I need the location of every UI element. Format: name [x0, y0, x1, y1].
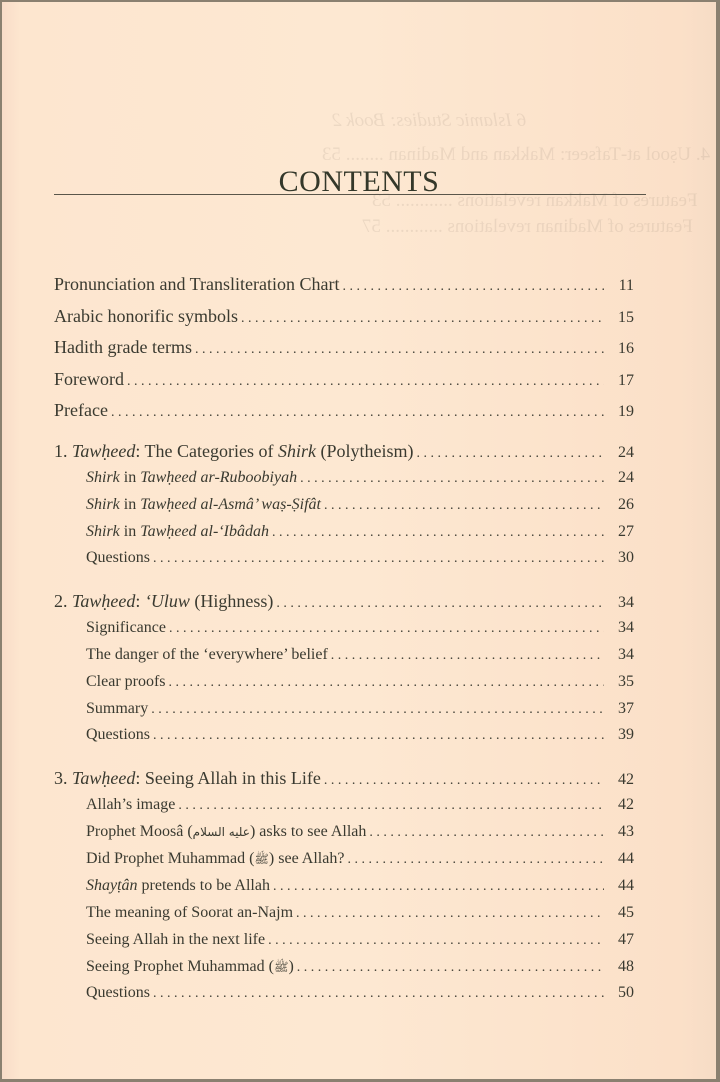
dot-leader: [195, 342, 604, 358]
toc-section[interactable]: [86, 673, 634, 697]
page-title: CONTENTS: [278, 165, 440, 199]
toc-section[interactable]: [86, 523, 634, 547]
entry-label: Clear proofs: [86, 673, 166, 690]
dot-leader: [169, 621, 604, 637]
dot-leader: [300, 471, 604, 487]
page-number: 39: [618, 726, 634, 743]
dot-leader: [153, 986, 604, 1002]
entry-label: Shirk in Tawḥeed al-‘Ibâdah: [86, 523, 269, 540]
dot-leader: [268, 933, 604, 949]
entry-label: Did Prophet Muhammad (ﷺ) see Allah?: [86, 850, 345, 867]
page-number: 34: [618, 594, 634, 611]
page-number: 15: [618, 309, 634, 326]
page-number: 11: [618, 277, 634, 294]
dot-leader: [127, 374, 604, 390]
entry-label: Pronunciation and Transliteration Chart: [54, 274, 340, 294]
toc-chapter-1[interactable]: [54, 441, 634, 465]
toc-section[interactable]: [86, 646, 634, 670]
document-page: [2, 2, 716, 1079]
entry-label: Questions: [86, 726, 150, 743]
page-number: 44: [618, 850, 634, 867]
page-number: 26: [618, 496, 634, 513]
bleed-through-line: Features of Makkan revelations ............ 53: [372, 190, 698, 211]
page-number: 42: [618, 771, 634, 788]
entry-label: Preface: [54, 400, 108, 420]
page-number: 43: [618, 823, 634, 840]
dot-leader: [151, 702, 604, 718]
page-number: 35: [618, 673, 634, 690]
bleed-through-line: 4. Uṣool at-Tafseer: Makkan and Madinan ........ 53: [322, 144, 711, 165]
bleed-through-line: Features of Madinan revelations ............ 57: [362, 216, 693, 237]
entry-label: Significance: [86, 619, 166, 636]
page-number: 24: [618, 444, 634, 461]
toc-section[interactable]: [86, 796, 634, 820]
bleed-through-header: 6 Islamic Studies: Book 2: [332, 110, 527, 131]
entry-label: Seeing Prophet Muhammad (ﷺ): [86, 958, 294, 975]
entry-label: Allah’s image: [86, 796, 176, 813]
dot-leader: [324, 773, 604, 789]
toc-section[interactable]: [86, 877, 634, 901]
entry-label: Questions: [86, 549, 150, 566]
dot-leader: [111, 405, 604, 421]
toc-section[interactable]: [86, 931, 634, 955]
dot-leader: [297, 960, 604, 976]
page-number: 37: [618, 700, 634, 717]
entry-label: Foreword: [54, 369, 124, 389]
toc-section[interactable]: [86, 726, 634, 750]
toc-section[interactable]: [86, 619, 634, 643]
toc-chapter-3[interactable]: [54, 768, 634, 792]
dot-leader: [342, 279, 604, 295]
page-number: 48: [618, 958, 634, 975]
page-number: 34: [618, 619, 634, 636]
entry-label: Arabic honorific symbols: [54, 306, 238, 326]
entry-label: Shirk in Tawḥeed ar-Ruboobiyah: [86, 469, 298, 486]
salawat-honorific-icon: ﷺ: [273, 960, 289, 974]
toc-chapter-2[interactable]: [54, 591, 634, 615]
page-number: 50: [618, 984, 634, 1001]
toc-entry-preface[interactable]: [54, 400, 634, 424]
salawat-honorific-icon: ﷺ: [254, 852, 269, 866]
toc-section[interactable]: [86, 549, 634, 573]
page-number: 42: [618, 796, 634, 813]
title-rule-divider: [54, 194, 646, 195]
entry-label: Summary: [86, 700, 149, 717]
entry-label: Shirk in Tawḥeed al-Asmâ’ waṣ-Ṣifât: [86, 496, 321, 513]
toc-entry-foreword[interactable]: [54, 369, 634, 393]
page-number: 45: [618, 904, 634, 921]
dot-leader: [416, 446, 604, 462]
entry-label: Hadith grade terms: [54, 337, 192, 357]
toc-section[interactable]: [86, 958, 634, 982]
dot-leader: [169, 675, 604, 691]
page-number: 19: [618, 403, 634, 420]
dot-leader: [241, 311, 604, 327]
dot-leader: [272, 525, 604, 541]
dot-leader: [296, 906, 604, 922]
entry-label: Questions: [86, 984, 150, 1001]
entry-label: 2. Tawḥeed: ‘Uluw (Highness): [54, 591, 274, 611]
dot-leader: [178, 798, 604, 814]
dot-leader: [347, 852, 604, 868]
page-number: 30: [618, 549, 634, 566]
page-number: 27: [618, 523, 634, 540]
dot-leader: [153, 551, 604, 567]
peace-be-upon-him-honorific-icon: عليه السلام: [192, 825, 250, 839]
page-number: 24: [618, 469, 634, 486]
toc-section[interactable]: [86, 823, 634, 847]
entry-label: Seeing Allah in the next life: [86, 931, 266, 948]
dot-leader: [273, 879, 604, 895]
page-number: 47: [618, 931, 634, 948]
entry-label: Shayṭân pretends to be Allah: [86, 877, 270, 894]
toc-section[interactable]: [86, 469, 634, 493]
toc-section[interactable]: [86, 984, 634, 1008]
entry-label: The meaning of Soorat an-Najm: [86, 904, 294, 921]
dot-leader: [324, 498, 604, 514]
page-number: 34: [618, 646, 634, 663]
toc-entry-pronunciation[interactable]: [54, 274, 634, 298]
entry-label: Prophet Moosâ (عليه السلام) asks to see Allah: [86, 823, 367, 840]
toc-section[interactable]: [86, 904, 634, 928]
page-number: 44: [618, 877, 634, 894]
page-number: 17: [618, 372, 634, 389]
page-number: 16: [618, 340, 634, 357]
toc-entry-hadith-grade-terms[interactable]: [54, 337, 634, 361]
toc-section[interactable]: [86, 496, 634, 520]
dot-leader: [153, 728, 604, 744]
entry-label: 3. Tawḥeed: Seeing Allah in this Life: [54, 768, 321, 788]
toc-entry-honorific-symbols[interactable]: [54, 306, 634, 330]
dot-leader: [276, 596, 604, 612]
dot-leader: [331, 648, 604, 664]
toc-section[interactable]: [86, 850, 634, 874]
dot-leader: [369, 825, 604, 841]
entry-label: The danger of the ‘everywhere’ belief: [86, 646, 328, 663]
toc-section[interactable]: [86, 700, 634, 724]
entry-label: 1. Tawḥeed: The Categories of Shirk (Polytheism): [54, 441, 414, 461]
